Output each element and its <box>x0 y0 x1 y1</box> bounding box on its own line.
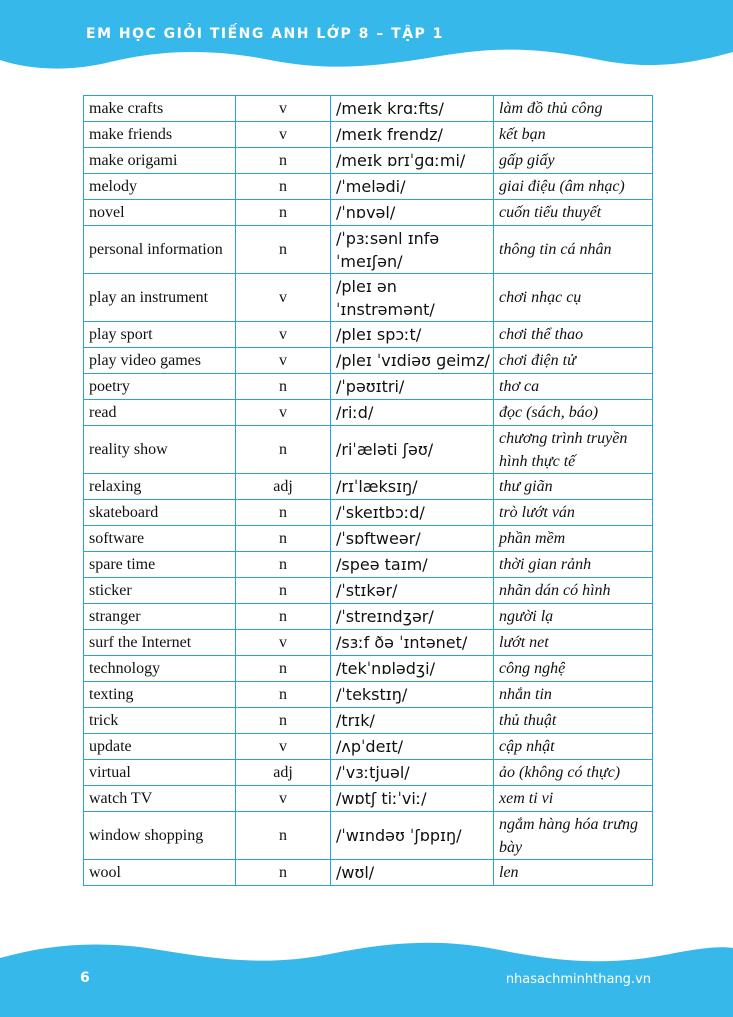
word-cell: make friends <box>84 122 236 148</box>
page-header <box>0 0 733 80</box>
part-of-speech-cell: n <box>236 148 331 174</box>
meaning-cell: chơi nhạc cụ <box>494 274 653 322</box>
table-row <box>84 760 653 786</box>
word-cell: trick <box>84 708 236 734</box>
vocabulary-table <box>83 95 653 886</box>
meaning-cell: trò lướt ván <box>494 500 653 526</box>
meaning-cell: thư giãn <box>494 474 653 500</box>
meaning-cell: lướt net <box>494 630 653 656</box>
table-row <box>84 734 653 760</box>
page-footer <box>0 930 733 1017</box>
meaning-cell: chương trình truyền hình thực tế <box>494 426 653 474</box>
pronunciation-cell: /sɜːf ðə ˈɪntənet/ <box>331 630 494 656</box>
word-cell: wool <box>84 860 236 886</box>
pronunciation-cell: /trɪk/ <box>331 708 494 734</box>
part-of-speech-cell: v <box>236 786 331 812</box>
table-row <box>84 148 653 174</box>
meaning-cell: nhắn tin <box>494 682 653 708</box>
pronunciation-cell: /meɪk ɒrɪˈɡɑːmi/ <box>331 148 494 174</box>
part-of-speech-cell: n <box>236 526 331 552</box>
pronunciation-cell: /ˈstɪkər/ <box>331 578 494 604</box>
meaning-cell: làm đồ thủ công <box>494 96 653 122</box>
table-row <box>84 174 653 200</box>
word-cell: window shopping <box>84 812 236 860</box>
pronunciation-cell: /rɪˈlæksɪŋ/ <box>331 474 494 500</box>
meaning-cell: kết bạn <box>494 122 653 148</box>
meaning-cell: len <box>494 860 653 886</box>
part-of-speech-cell: n <box>236 374 331 400</box>
pronunciation-cell: /ˈwɪndəʊ ˈʃɒpɪŋ/ <box>331 812 494 860</box>
pronunciation-cell: /speə taɪm/ <box>331 552 494 578</box>
meaning-cell: giai điệu (âm nhạc) <box>494 174 653 200</box>
table-row <box>84 708 653 734</box>
word-cell: relaxing <box>84 474 236 500</box>
meaning-cell: thời gian rảnh <box>494 552 653 578</box>
table-row <box>84 630 653 656</box>
part-of-speech-cell: adj <box>236 474 331 500</box>
pronunciation-cell: /riˈæləti ʃəʊ/ <box>331 426 494 474</box>
table-row <box>84 604 653 630</box>
book-title: EM HỌC GIỎI TIẾNG ANH LỚP 8 – TẬP 1 <box>86 26 444 42</box>
pronunciation-cell: /ˈstreɪndʒər/ <box>331 604 494 630</box>
meaning-cell: phần mềm <box>494 526 653 552</box>
part-of-speech-cell: v <box>236 400 331 426</box>
table-row <box>84 374 653 400</box>
word-cell: make origami <box>84 148 236 174</box>
table-row <box>84 552 653 578</box>
part-of-speech-cell: n <box>236 174 331 200</box>
table-row <box>84 426 653 474</box>
word-cell: poetry <box>84 374 236 400</box>
word-cell: texting <box>84 682 236 708</box>
part-of-speech-cell: v <box>236 734 331 760</box>
meaning-cell: chơi điện tử <box>494 348 653 374</box>
meaning-cell: cập nhật <box>494 734 653 760</box>
meaning-cell: chơi thể thao <box>494 322 653 348</box>
table-row <box>84 200 653 226</box>
part-of-speech-cell: n <box>236 812 331 860</box>
word-cell: melody <box>84 174 236 200</box>
table-row <box>84 274 653 322</box>
part-of-speech-cell: n <box>236 500 331 526</box>
table-row <box>84 526 653 552</box>
word-cell: play an instrument <box>84 274 236 322</box>
publisher-website: nhasachminhthang.vn <box>505 972 651 987</box>
meaning-cell: cuốn tiểu thuyết <box>494 200 653 226</box>
word-cell: play video games <box>84 348 236 374</box>
table-row <box>84 682 653 708</box>
word-cell: update <box>84 734 236 760</box>
word-cell: surf the Internet <box>84 630 236 656</box>
pronunciation-cell: /ˈsɒftweər/ <box>331 526 494 552</box>
word-cell: personal information <box>84 226 236 274</box>
part-of-speech-cell: v <box>236 630 331 656</box>
part-of-speech-cell: n <box>236 578 331 604</box>
part-of-speech-cell: v <box>236 122 331 148</box>
part-of-speech-cell: n <box>236 426 331 474</box>
table-row <box>84 400 653 426</box>
table-row <box>84 656 653 682</box>
word-cell: stranger <box>84 604 236 630</box>
meaning-cell: ngắm hàng hóa trưng bày <box>494 812 653 860</box>
table-row <box>84 500 653 526</box>
part-of-speech-cell: n <box>236 682 331 708</box>
meaning-cell: thủ thuật <box>494 708 653 734</box>
word-cell: technology <box>84 656 236 682</box>
meaning-cell: người lạ <box>494 604 653 630</box>
table-row <box>84 860 653 886</box>
word-cell: watch TV <box>84 786 236 812</box>
pronunciation-cell: /ˈpəʊɪtri/ <box>331 374 494 400</box>
word-cell: play sport <box>84 322 236 348</box>
meaning-cell: đọc (sách, báo) <box>494 400 653 426</box>
part-of-speech-cell: n <box>236 656 331 682</box>
pronunciation-cell: /ˈnɒvəl/ <box>331 200 494 226</box>
meaning-cell: thơ ca <box>494 374 653 400</box>
table-row <box>84 786 653 812</box>
pronunciation-cell: /ˈmelədi/ <box>331 174 494 200</box>
pronunciation-cell: /tekˈnɒlədʒi/ <box>331 656 494 682</box>
meaning-cell: nhãn dán có hình <box>494 578 653 604</box>
word-cell: novel <box>84 200 236 226</box>
part-of-speech-cell: v <box>236 348 331 374</box>
part-of-speech-cell: n <box>236 200 331 226</box>
pronunciation-cell: /riːd/ <box>331 400 494 426</box>
meaning-cell: ảo (không có thực) <box>494 760 653 786</box>
word-cell: read <box>84 400 236 426</box>
pronunciation-cell: /meɪk frendz/ <box>331 122 494 148</box>
table-row <box>84 322 653 348</box>
word-cell: make crafts <box>84 96 236 122</box>
part-of-speech-cell: n <box>236 860 331 886</box>
part-of-speech-cell: n <box>236 604 331 630</box>
part-of-speech-cell: v <box>236 274 331 322</box>
word-cell: skateboard <box>84 500 236 526</box>
table-row <box>84 226 653 274</box>
meaning-cell: thông tin cá nhân <box>494 226 653 274</box>
part-of-speech-cell: adj <box>236 760 331 786</box>
pronunciation-cell: /pleɪ ˈvɪdiəʊ ɡeimz/ <box>331 348 494 374</box>
meaning-cell: xem ti vi <box>494 786 653 812</box>
table-row <box>84 578 653 604</box>
part-of-speech-cell: n <box>236 226 331 274</box>
word-cell: virtual <box>84 760 236 786</box>
pronunciation-cell: /pleɪ spɔːt/ <box>331 322 494 348</box>
meaning-cell: công nghệ <box>494 656 653 682</box>
table-row <box>84 348 653 374</box>
part-of-speech-cell: v <box>236 322 331 348</box>
table-row <box>84 96 653 122</box>
pronunciation-cell: /wʊl/ <box>331 860 494 886</box>
table-row <box>84 122 653 148</box>
meaning-cell: gấp giấy <box>494 148 653 174</box>
pronunciation-cell: /wɒtʃ tiːˈviː/ <box>331 786 494 812</box>
pronunciation-cell: /pleɪ ən ˈɪnstrəmənt/ <box>331 274 494 322</box>
pronunciation-cell: /ˈtekstɪŋ/ <box>331 682 494 708</box>
table-row <box>84 812 653 860</box>
pronunciation-cell: /ˈskeɪtbɔːd/ <box>331 500 494 526</box>
word-cell: software <box>84 526 236 552</box>
part-of-speech-cell: n <box>236 708 331 734</box>
pronunciation-cell: /ˈvɜːtjuəl/ <box>331 760 494 786</box>
part-of-speech-cell: n <box>236 552 331 578</box>
word-cell: spare time <box>84 552 236 578</box>
pronunciation-cell: /meɪk krɑːfts/ <box>331 96 494 122</box>
part-of-speech-cell: v <box>236 96 331 122</box>
word-cell: reality show <box>84 426 236 474</box>
word-cell: sticker <box>84 578 236 604</box>
pronunciation-cell: /ˈpɜːsənl ɪnfəˈmeɪʃən/ <box>331 226 494 274</box>
pronunciation-cell: /ʌpˈdeɪt/ <box>331 734 494 760</box>
table-row <box>84 474 653 500</box>
page-number: 6 <box>80 970 90 986</box>
